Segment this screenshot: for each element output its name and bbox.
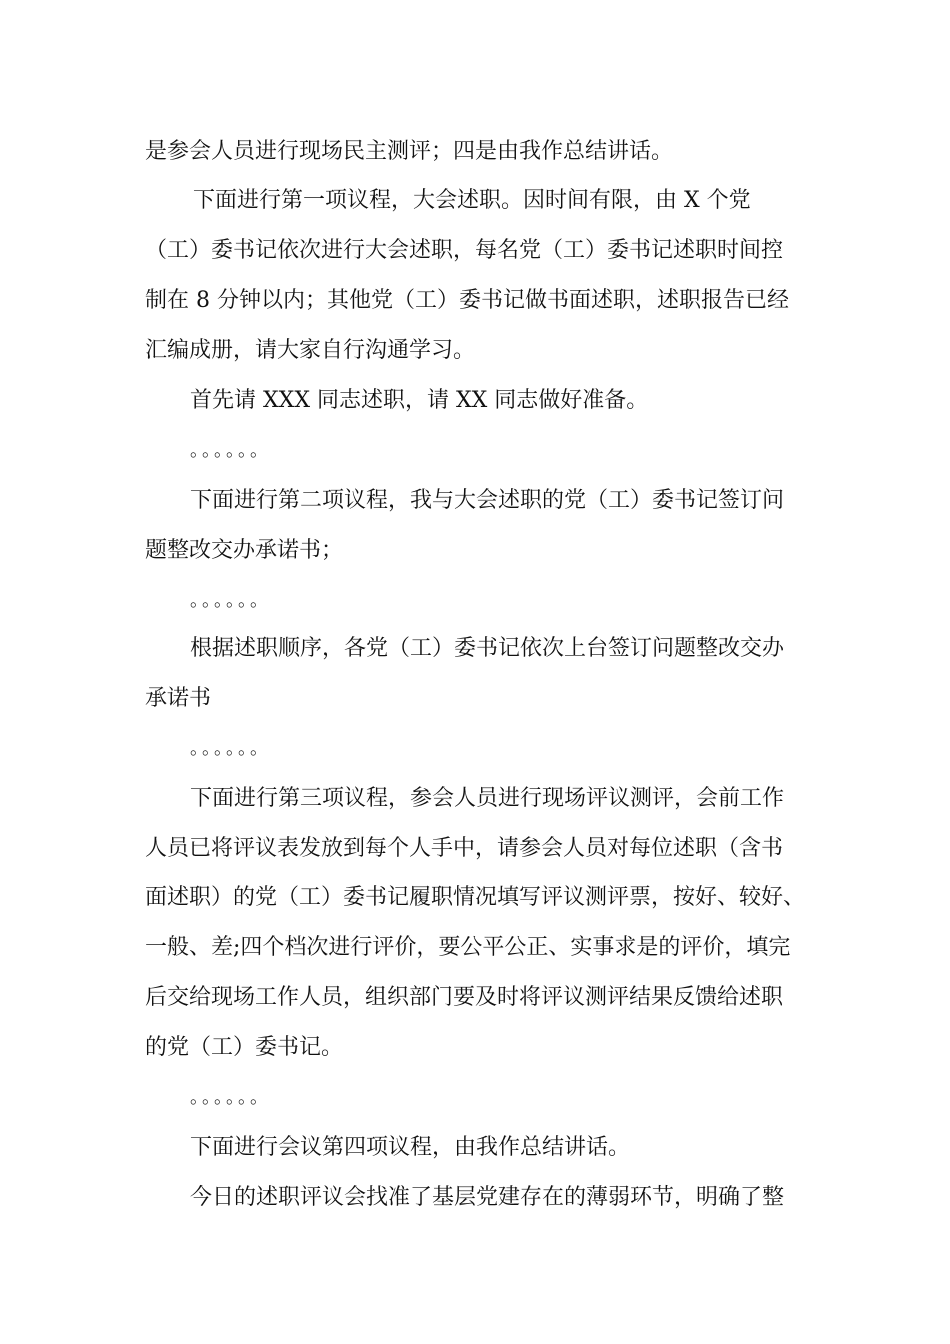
text-line: 承诺书 [145, 686, 212, 711]
ellipsis-line: 。。。。。。 [190, 440, 271, 461]
text-line: 后交给现场工作人员，组织部门要及时将评议测评结果反馈给述职 [145, 985, 784, 1010]
text-line: 根据述职顺序，各党（工）委书记依次上台签订问题整改交办 [190, 636, 785, 661]
text-line: 面述职）的党（工）委书记履职情况填写评议测评票，按好、较好、 [145, 885, 806, 910]
text-line: 下面进行第二项议程，我与大会述职的党（工）委书记签订问 [190, 488, 785, 513]
text-line: 下面进行会议第四项议程，由我作总结讲话。 [190, 1135, 631, 1160]
ellipsis-line: 。。。。。。 [190, 1087, 271, 1108]
text-line: 下面进行第一项议程，大会述职。因时间有限，由 X 个党 [193, 188, 751, 213]
text-line: 人员已将评议表发放到每个人手中，请参会人员对每位述职（含书 [145, 836, 784, 861]
text-line: 题整改交办承诺书； [145, 538, 344, 563]
ellipsis-line: 。。。。。。 [190, 590, 271, 611]
text-line: 一般、差;四个档次进行评价，要公平公正、实事求是的评价，填完 [145, 935, 791, 960]
text-line: 下面进行第三项议程，参会人员进行现场评议测评，会前工作 [190, 786, 785, 811]
text-line: （工）委书记依次进行大会述职，每名党（工）委书记述职时间控 [145, 238, 784, 263]
text-line: 制在 8 分钟以内；其他党（工）委书记做书面述职，述职报告已经 [145, 288, 789, 313]
text-line: 今日的述职评议会找准了基层党建存在的薄弱环节，明确了整 [190, 1185, 785, 1210]
text-line: 汇编成册，请大家自行沟通学习。 [145, 338, 476, 363]
ellipsis-line: 。。。。。。 [190, 738, 271, 759]
text-line: 是参会人员进行现场民主测评；四是由我作总结讲话。 [145, 139, 674, 164]
text-line: 首先请 XXX 同志述职，请 XX 同志做好准备。 [190, 388, 649, 413]
text-line: 的党（工）委书记。 [145, 1035, 344, 1060]
